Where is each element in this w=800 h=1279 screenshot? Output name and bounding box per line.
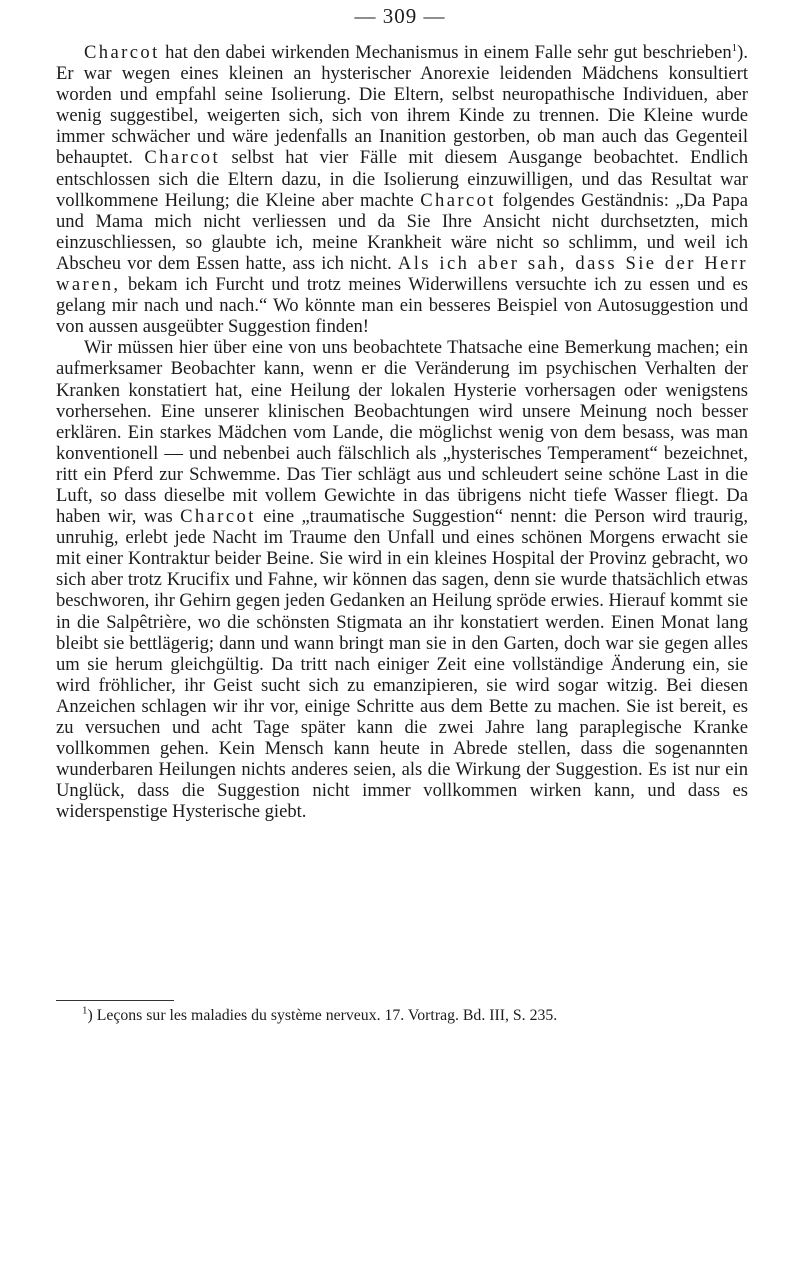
footnote-divider (56, 1000, 174, 1001)
footnote-marker: 1 (82, 1004, 88, 1017)
footnote (82, 1006, 762, 1026)
page-number: — 309 — (354, 4, 446, 28)
author-name: Charcot (420, 189, 496, 211)
paragraph-1: Charcot hat den dabei wirkenden Mechanismus in einem Falle sehr gut beschrieben$^1$). Er war wegen eines kleinen an hysterischer Anorexie leidenden Mädchens konsultiert worden und empfahl seine Isolierung. Die Eltern, selbst neuropathische Individuen, aber wenig suggestibel, weigerten sich, sich von ihrem Kinde zu trennen. Die Kleine wurde immer schwächer und wäre jedenfalls an Inanition gestorben, ob man auch das Gegenteil behauptet. Charcot selbst hat vier Fälle mit diesem Ausgange beobachtet. Endlich entschlossen sich die Eltern dazu, in die Isolierung einzuwilligen, und das Resultat war vollkommene Heilung; die Kleine aber machte Charcot folgendes Geständnis: „Da Papa und Mama mich nicht verliessen und da Sie Ihre Ansicht nicht durchsetzten, mich einzuschliessen, so glaubte ich, meine Krankheit wäre nicht so schlimm, und weil ich Abscheu vor dem Essen hatte, ass ich nicht. Als ich aber sah, dass Sie der Herr waren, bekam ich Furcht und trotz meines Widerwillens versuchte ich zu essen und es gelang mir nach und nach.“ Wo könnte man ein besseres Beispiel von Autosuggestion und von aussen ausgeübter Suggestion finden! (56, 41, 749, 338)
body-text (56, 42, 748, 822)
emphasized-quote: Als ich aber sah, dass Sie der Herr waren, (56, 252, 748, 296)
author-name: Charcot (84, 42, 160, 63)
paragraph-2: Wir müssen hier über eine von uns beobachtete Thatsache eine Bemerkung machen; ein aufmerksamer Beobachter kann, wenn er die Veränderung im psychischen Verhalten der Kranken konstatiert hat, eine Heilung der lokalen Hysterie vorhersagen oder wenigstens vorhersehen. Eine unserer klinischen Beobachtungen wird unsere Meinung noch besser erklären. Ein starkes Mädchen vom Lande, die möglichst wenig von dem besass, was man konventionell — und nebenbei auch fälschlich als „hysterisches Temperament“ bezeichnet, ritt ein Pferd zur Schwemme. Das Tier schlägt aus und schleudert seine schöne Last in die Luft, so dass dieselbe mit vollem Gewichte in das übrigens nicht tiefe Wasser fliegt. Da haben wir, was Charcot eine „traumatische Suggestion“ nennt: die Person wird traurig, unruhig, erlebt jede Nacht im Traume den Unfall und eines schönen Morgens erwacht sie mit einer Kontraktur beider Beine. Sie wird in ein kleines Hospital der Provinz gebracht, wo sich aber trotz Krucifix und Fahne, wir können das sagen, denn sie wurde thatsächlich etwas beschworen, ihr Gehirn gegen jeden Gedanken an Heilung spröde erwies. Hierauf kommt sie in die Salpêtrière, wo die schönsten Stigmata an ihr konstatiert werden. Einen Monat lang bleibt sie bettlägerig; dann und wann bringt man sie in den Garten, doch war sie gegen alles um sie herum gleichgültig. Da tritt nach einiger Zeit eine vollständige Änderung ein, sie wird fröhlicher, ihr Geist sucht sich zu emanzipieren, sie wird sogar witzig. Bei diesen Anzeichen schlagen wir ihr vor, einige Schritte aus dem Bette zu machen. Sie ist bereit, es zu versuchen und acht Tage später kann die zwei Jahre lang paraplegische Kranke vollkommen gehen. Kein Mensch kann heute in Abrede stellen, dass die sogenannten wunderbaren Heilungen nichts anderes seien, als die Wirkung der Suggestion. Es ist nur ein Unglück, dass die Suggestion nicht immer vollkommen wirken kann, und dass es widerspenstige Hysterische giebt. (56, 337, 748, 823)
author-name: Charcot (180, 506, 256, 528)
footnote-text: ) Leçons sur les maladies du système nerveux. 17. Vortrag. Bd. III, S. 235. (87, 1007, 558, 1024)
author-name: Charcot (144, 147, 221, 169)
footnote-reference: 1 (731, 41, 738, 54)
